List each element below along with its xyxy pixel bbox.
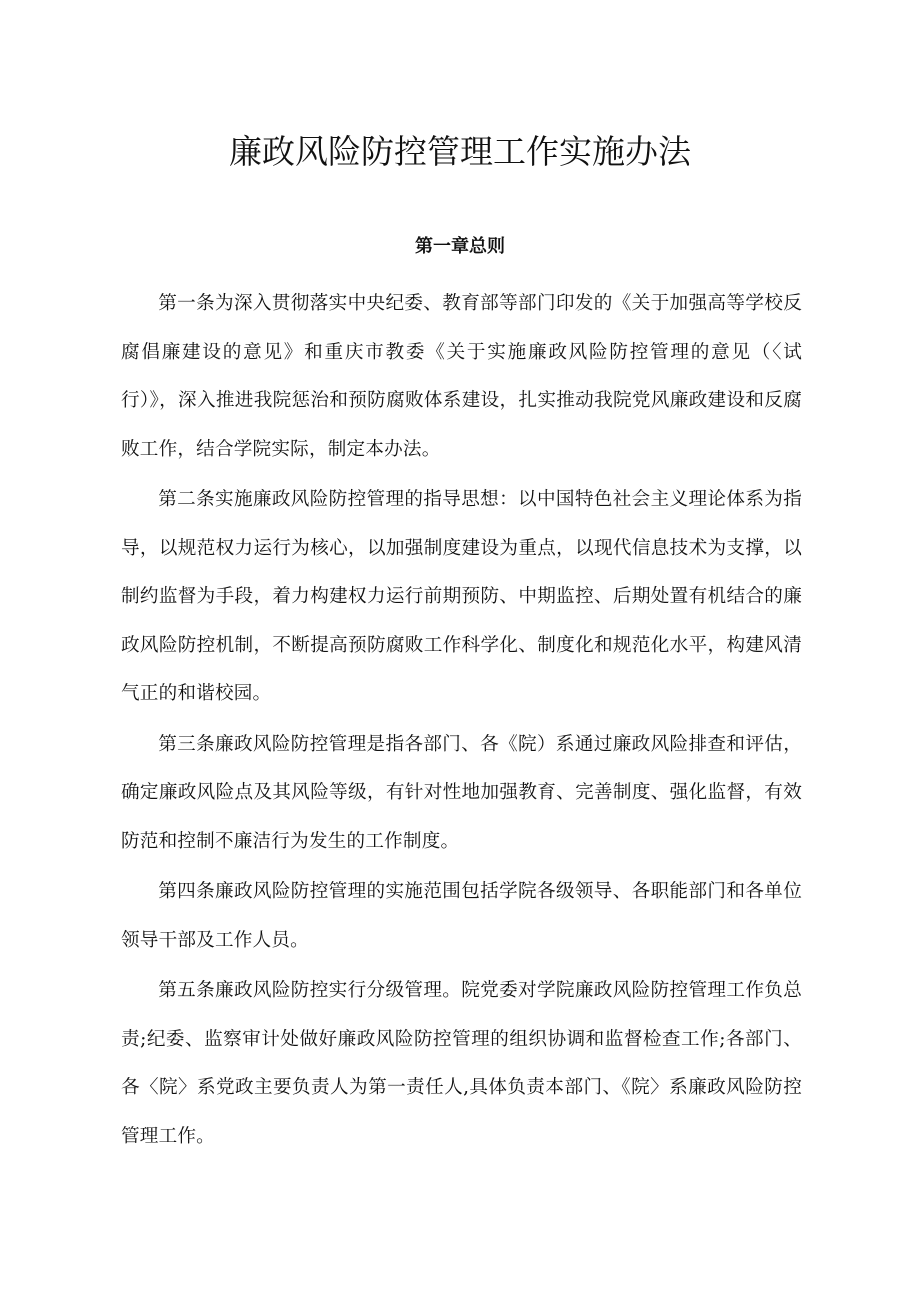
article-5: 第五条廉政风险防控实行分级管理。院党委对学院廉政风险防控管理工作负总责;纪委、监察审计处做好廉政风险防控管理的组织协调和监督检查工作;各部门、各〈院〉系党政主要负责人为第一责任人,具体负责本部门、《院〉系廉政风险防控管理工作。: [121, 980, 802, 1147]
article-3: 第三条廉政风险防控管理是指各部门、各《院）系通过廉政风险排查和评估，确定廉政风险点及其风险等级，有针对性地加强教育、完善制度、强化监督，有效防范和控制不廉洁行为发生的工作制度。: [121, 733, 802, 852]
chapter-heading: 第一章总则: [415, 236, 505, 257]
article-1: 第一条为深入贯彻落实中央纪委、教育部等部门印发的《关于加强高等学校反腐倡廉建设的意见》和重庆市教委《关于实施廉政风险防控管理的意见（〈试行）》，深入推进我院惩治和预防腐败体系建设，扎实推动我院党风廉政建设和反腐败工作，结合学院实际，制定本办法。: [121, 293, 802, 460]
document-body: [121, 280, 802, 1161]
article-2: 第二条实施廉政风险防控管理的指导思想：以中国特色社会主义理论体系为指导，以规范权力运行为核心，以加强制度建设为重点，以现代信息技术为支撑，以制约监督为手段，着力构建权力运行前期预防、中期监控、后期处置有机结合的廉政风险防控机制，不断提高预防腐败工作科学化、制度化和规范化水平，构建风清气正的和谐校园。: [121, 489, 802, 704]
document-title: 廉政风险防控管理工作实施办法: [229, 132, 691, 171]
article-4: 第四条廉政风险防控管理的实施范围包括学院各级领导、各职能部门和各单位领导干部及工作人员。: [121, 881, 802, 951]
